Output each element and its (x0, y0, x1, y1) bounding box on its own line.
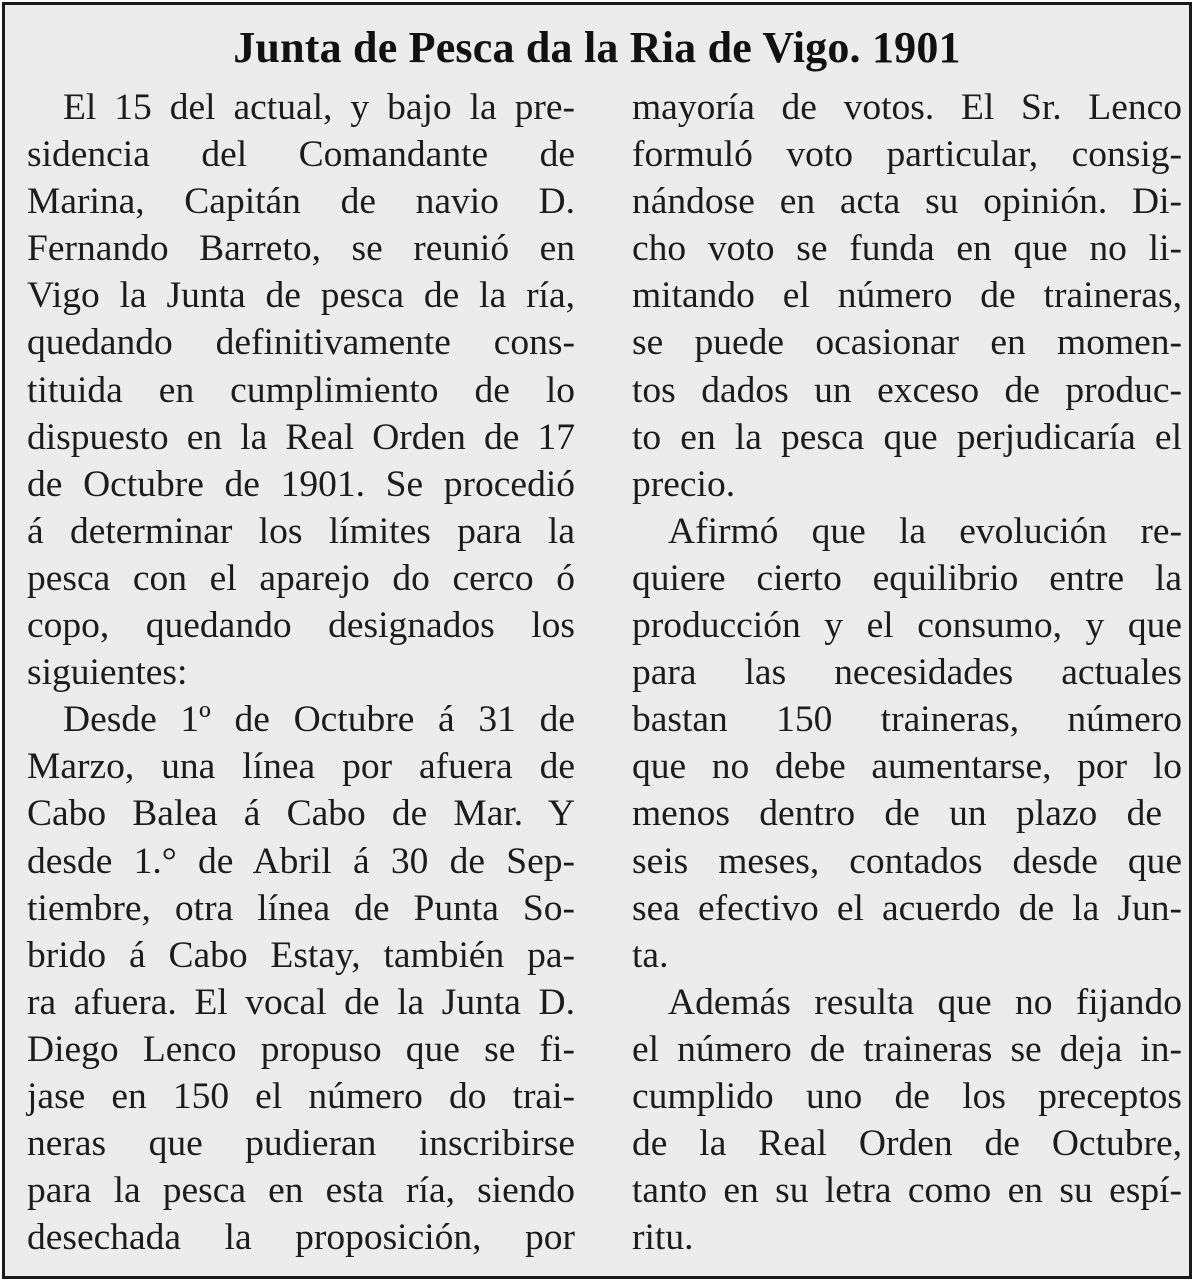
text-line: jase en 150 el número do trai- (27, 1075, 575, 1117)
text-line: el número de traineras se deja in- (632, 1028, 1182, 1070)
text-line: Diego Lenco propuso que se fi- (27, 1028, 575, 1070)
text-line: cumplido uno de los preceptos (632, 1075, 1182, 1117)
article-frame (2, 2, 1192, 1279)
text-line: sidencia del Comandante de (27, 134, 575, 176)
text-line: Vigo la Junta de pesca de la ría, (27, 275, 575, 317)
text-line: quedando definitivamente cons- (27, 322, 575, 364)
text-line: se puede ocasionar en momen- (632, 322, 1182, 364)
text-line: que no debe aumentarse, por lo (632, 746, 1182, 788)
text-line: ritu. (632, 1217, 694, 1259)
left-column (27, 84, 575, 1261)
text-line: ta. (632, 934, 669, 976)
text-line: brido á Cabo Estay, también pa- (27, 934, 575, 976)
text-line: quiere cierto equilibrio entre la (632, 557, 1182, 599)
text-line: á determinar los límites para la (27, 510, 575, 552)
text-line: Cabo Balea á Cabo de Mar. Y (27, 793, 575, 835)
text-line: tos dados un exceso de produc- (632, 369, 1182, 411)
text-line: pesca con el aparejo do cerco ó (27, 557, 575, 599)
text-line: nándose en acta su opinión. Di- (632, 181, 1182, 223)
text-line: Marina, Capitán de navio D. (27, 181, 575, 223)
text-line: tanto en su letra como en su espí- (632, 1170, 1182, 1212)
text-line: tituida en cumplimiento de lo (27, 369, 575, 411)
text-line: producción y el consumo, y que (632, 605, 1182, 647)
text-line: Fernando Barreto, se reunió en (27, 228, 575, 270)
text-line: formuló voto particular, consig- (632, 134, 1182, 176)
text-line: bastan 150 traineras, número (632, 699, 1182, 741)
text-line: Además resulta que no fijando (668, 981, 1182, 1023)
text-line: menos dentro de un plazo de (632, 793, 1163, 835)
right-column (632, 84, 1182, 1261)
text-line: dispuesto en la Real Orden de 17 (27, 416, 575, 458)
text-line: de la Real Orden de Octubre, (632, 1123, 1182, 1165)
text-line: neras que pudieran inscribirse (27, 1123, 575, 1165)
text-line: Marzo, una línea por afuera de (27, 746, 575, 788)
text-line: Afirmó que la evolución re- (668, 510, 1182, 552)
text-line: para la pesca en esta ría, siendo (27, 1170, 575, 1212)
text-line: desechada la proposición, por (27, 1217, 575, 1259)
text-line: siguientes: (27, 652, 188, 694)
text-line: mitando el número de traineras, (632, 275, 1182, 317)
text-line: desde 1.° de Abril á 30 de Sep- (27, 840, 575, 882)
text-line: copo, quedando designados los (27, 605, 575, 647)
text-line: to en la pesca que perjudicaría el (632, 416, 1182, 458)
text-line: precio. (632, 463, 736, 505)
text-line: tiembre, otra línea de Punta So- (27, 887, 575, 929)
text-line: ra afuera. El vocal de la Junta D. (27, 981, 575, 1023)
text-line: para las necesidades actuales (632, 652, 1182, 694)
text-line: cho voto se funda en que no li- (632, 228, 1182, 270)
text-line: mayoría de votos. El Sr. Lenco (632, 87, 1182, 128)
text-line: El 15 del actual, y bajo la pre- (63, 87, 575, 128)
text-line: de Octubre de 1901. Se procedió (27, 463, 575, 505)
text-line: seis meses, contados desde que (632, 840, 1182, 882)
text-line: Desde 1º de Octubre á 31 de (63, 699, 575, 741)
article-title: Junta de Pesca da la Ria de Vigo. 1901 (233, 23, 961, 72)
text-line: sea efectivo el acuerdo de la Jun- (632, 887, 1182, 929)
